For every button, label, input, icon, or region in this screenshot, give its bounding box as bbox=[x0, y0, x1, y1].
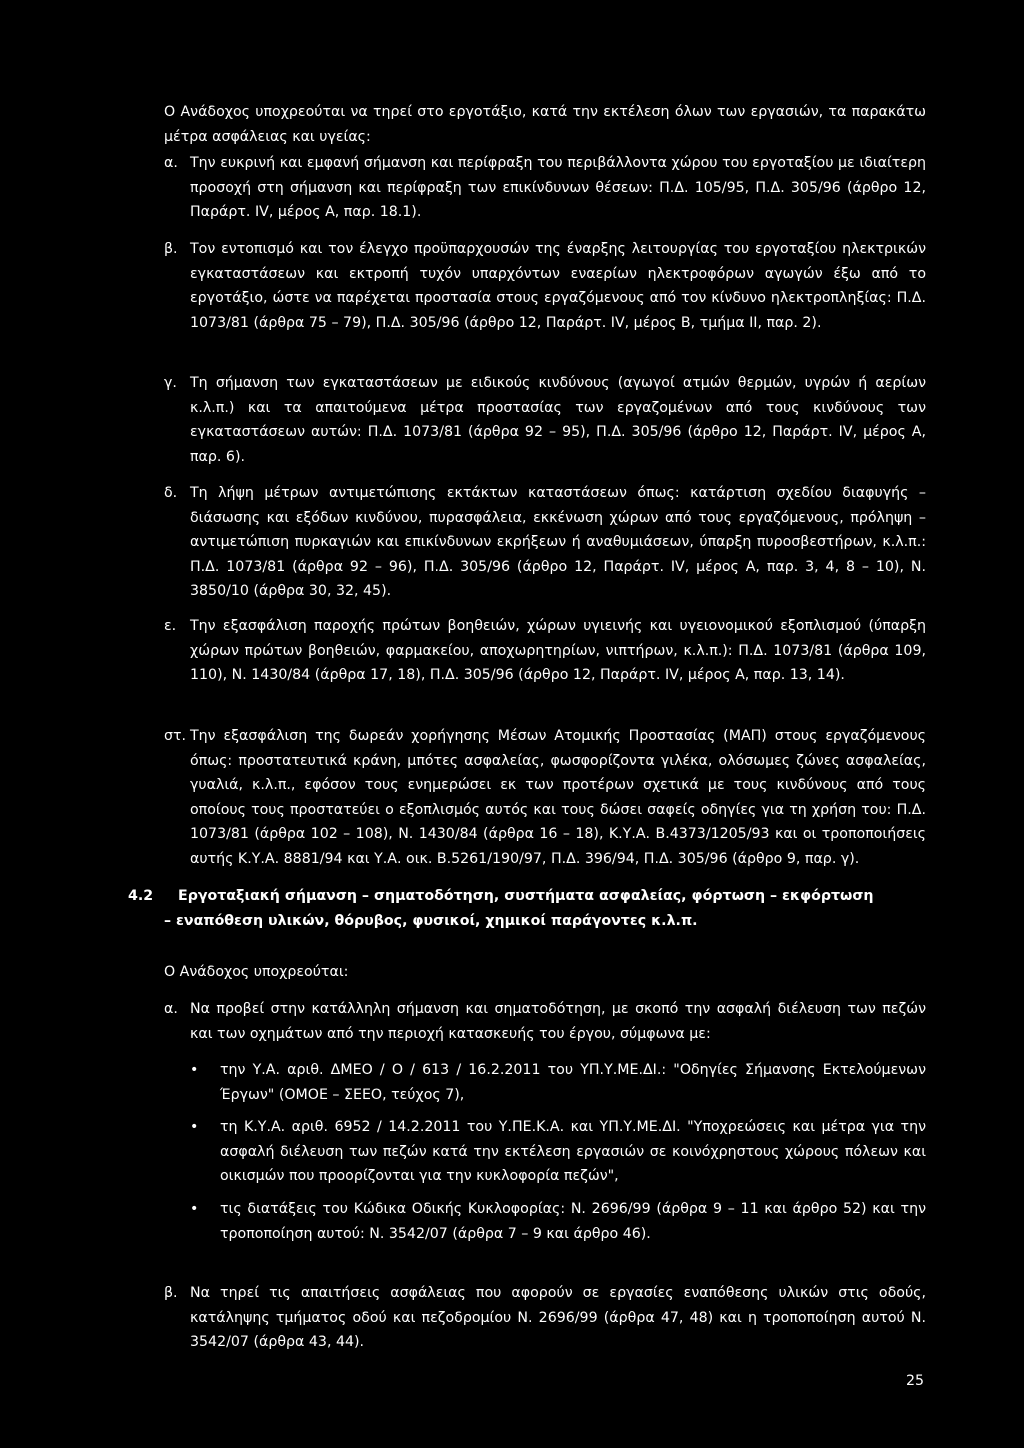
section-title-line1: Εργοταξιακή σήμανση – σηματοδότηση, συστήματα ασφαλείας, φόρτωση – εκφόρτωση bbox=[178, 888, 874, 904]
list-item-text: Τη λήψη μέτρων αντιμετώπισης εκτάκτων καταστάσεων όπως: κατάρτιση σχεδίου διαφυγής – διάσωσης και εξόδων κινδύνου, πυρασφάλεια, εκκένωση χώρων από τους εργαζόμενους, πρόληψη – αντιμετώπιση πυρκαγιών και επικίνδυνων εκρήξεων ή αναθυμιάσεων, ύπαρξη πυροσβεστήρων, κ.λ.π.: Π.Δ. 1073/81 (άρθρα 92 – 96), Π.Δ. 305/96 (άρθρο 12, Παράρτ. IV, μέρος Α, παρ. 3, 4, 8 – 10), Ν. 3850/10 (άρθρα 30, 32, 45). bbox=[190, 485, 926, 600]
bullet-text: την Υ.Α. αριθ. ΔΜΕΟ / Ο / 613 / 16.2.2011 του ΥΠ.Υ.ΜΕ.ΔΙ.: "Οδηγίες Σήμανσης Εκτελούμενων Έργων" (ΟΜΟΕ – ΣΕΕΟ, τεύχος 7), bbox=[220, 1062, 926, 1103]
bullet-item bbox=[190, 1058, 926, 1107]
sub-list-item-b bbox=[164, 1281, 926, 1355]
list-item-d bbox=[164, 481, 926, 604]
page-number: 25 bbox=[906, 1373, 925, 1389]
list-item-label: δ. bbox=[164, 485, 178, 501]
list-item-c bbox=[164, 371, 926, 469]
bullet-list bbox=[190, 1058, 926, 1254]
sub-intro-paragraph: Ο Ανάδοχος υποχρεούται: bbox=[164, 964, 349, 980]
list-item-f bbox=[164, 724, 926, 872]
list-item-label: ε. bbox=[164, 618, 177, 634]
list-item-label: α. bbox=[164, 155, 178, 171]
bullet-item bbox=[190, 1115, 926, 1189]
list-item-label: α. bbox=[164, 1001, 178, 1017]
section-title-line2: – εναπόθεση υλικών, θόρυβος, φυσικοί, χημικοί παράγοντες κ.λ.π. bbox=[164, 912, 698, 929]
list-item-text: Να προβεί στην κατάλληλη σήμανση και σηματοδότηση, με σκοπό την ασφαλή διέλευση των πεζών και των οχημάτων από την περιοχή κατασκευής του έργου, σύμφωνα με: bbox=[190, 1001, 926, 1042]
list-item-label: β. bbox=[164, 1285, 178, 1301]
list-item-b bbox=[164, 237, 926, 335]
list-item-e bbox=[164, 614, 926, 688]
sub-list-item-a bbox=[164, 997, 926, 1046]
list-item-text: Την εξασφάλιση της δωρεάν χορήγησης Μέσων Ατομικής Προστασίας (ΜΑΠ) στους εργαζόμενους όπως: προστατευτικά κράνη, μπότες ασφαλείας, φωσφορίζοντα γιλέκα, ολόσωμες ζώνες ασφαλείας, γυαλιά, κ.λ.π., εφόσον τους ενημερώσει εκ των προτέρων σχετικά με τους κινδύνους από τους οποίους τους προστατεύει ο εξοπλισμός αυτός και τους δώσει σαφείς οδηγίες για τη χρήση του: Π.Δ. 1073/81 (άρθρα 102 – 108), Ν. 1430/84 (άρθρα 16 – 18), Κ.Υ.Α. Β.4373/1205/93 και οι τροποποιήσεις αυτής Κ.Υ.Α. 8881/94 και Υ.Α. οικ. Β.5261/190/97, Π.Δ. 396/94, Π.Δ. 305/96 (άρθρο 9, παρ. γ). bbox=[190, 728, 926, 867]
bullet-icon: • bbox=[190, 1119, 199, 1136]
list-item-a bbox=[164, 151, 926, 225]
list-item-text: Να τηρεί τις απαιτήσεις ασφάλειας που αφορούν σε εργασίες εναπόθεσης υλικών στις οδούς, κατάληψης τμήματος οδού και πεζοδρομίου Ν. 2696/99 (άρθρα 47, 48) και η τροποποίηση αυτού Ν. 3542/07 (άρθρα 43, 44). bbox=[190, 1285, 926, 1351]
list-item-text: Τον εντοπισμό και τον έλεγχο προϋπαρχουσών της έναρξης λειτουργίας του εργοταξίου ηλεκτρικών εγκαταστάσεων και εκτροπή τυχόν υπαρχόντων εναερίων ηλεκτροφόρων αγωγών έξω από το εργοτάξιο, ώστε να παρέχεται προστασία στους εργαζόμενους από τον κίνδυνο ηλεκτροπληξίας: Π.Δ. 1073/81 (άρθρα 75 – 79), Π.Δ. 305/96 (άρθρο 12, Παράρτ. IV, μέρος Β, τμήμα ΙΙ, παρ. 2). bbox=[190, 241, 926, 331]
bullet-item bbox=[190, 1197, 926, 1246]
list-item-text: Την εξασφάλιση παροχής πρώτων βοηθειών, χώρων υγιεινής και υγειονομικού εξοπλισμού (ύπαρξη χώρων πρώτων βοηθειών, φαρμακείου, αποχωρητηρίων, νιπτήρων, κ.λ.π.): Π.Δ. 1073/81 (άρθρα 109, 110), Ν. 1430/84 (άρθρα 17, 18), Π.Δ. 305/96 (άρθρο 12, Παράρτ. IV, μέρος Α, παρ. 13, 14). bbox=[190, 618, 926, 684]
intro-paragraph: Ο Ανάδοχος υποχρεούται να τηρεί στο εργοτάξιο, κατά την εκτέλεση όλων των εργασιών, τα παρακάτω μέτρα ασφάλειας και υγείας: bbox=[164, 104, 926, 145]
list-item-label: β. bbox=[164, 241, 178, 257]
bullet-text: τη Κ.Υ.Α. αριθ. 6952 / 14.2.2011 του Υ.ΠΕ.Κ.Α. και ΥΠ.Υ.ΜΕ.ΔΙ. "Υποχρεώσεις και μέτρα για την ασφαλή διέλευση των πεζών κατά την εκτέλεση εργασιών σε κοινόχρηστους χώρους πόλεων και οικισμών που προορίζονται για την κυκλοφορία πεζών", bbox=[220, 1119, 926, 1185]
bullet-icon: • bbox=[190, 1200, 199, 1217]
section-number: 4.2 bbox=[128, 888, 154, 904]
bullet-text: τις διατάξεις του Κώδικα Οδικής Κυκλοφορίας: Ν. 2696/99 (άρθρα 9 – 11 και άρθρο 52) και την τροποποίηση αυτού: Ν. 3542/07 (άρθρα 7 – 9 και άρθρο 46). bbox=[220, 1200, 926, 1242]
section-heading bbox=[128, 884, 926, 933]
list-item-label: στ. bbox=[164, 728, 187, 744]
bullet-icon: • bbox=[190, 1062, 199, 1078]
list-item-text: Τη σήμανση των εγκαταστάσεων με ειδικούς κινδύνους (αγωγοί ατμών θερμών, υγρών ή αερίων κ.λ.π.) και τα απαιτούμενα μέτρα προστασίας των εργαζομένων από τους κινδύνους των εγκαταστάσεων αυτών: Π.Δ. 1073/81 (άρθρα 92 – 95), Π.Δ. 305/96 (άρθρο 12, Παράρτ. IV, μέρος Α, παρ. 6). bbox=[190, 375, 926, 465]
list-item-text: Την ευκρινή και εμφανή σήμανση και περίφραξη του περιβάλλοντα χώρου του εργοταξίου με ιδιαίτερη προσοχή στη σήμανση και περίφραξη των επικίνδυνων θέσεων: Π.Δ. 105/95, Π.Δ. 305/96 (άρθρο 12, Παράρτ. IV, μέρος Α, παρ. 18.1). bbox=[190, 155, 926, 221]
list-item-label: γ. bbox=[164, 375, 177, 391]
